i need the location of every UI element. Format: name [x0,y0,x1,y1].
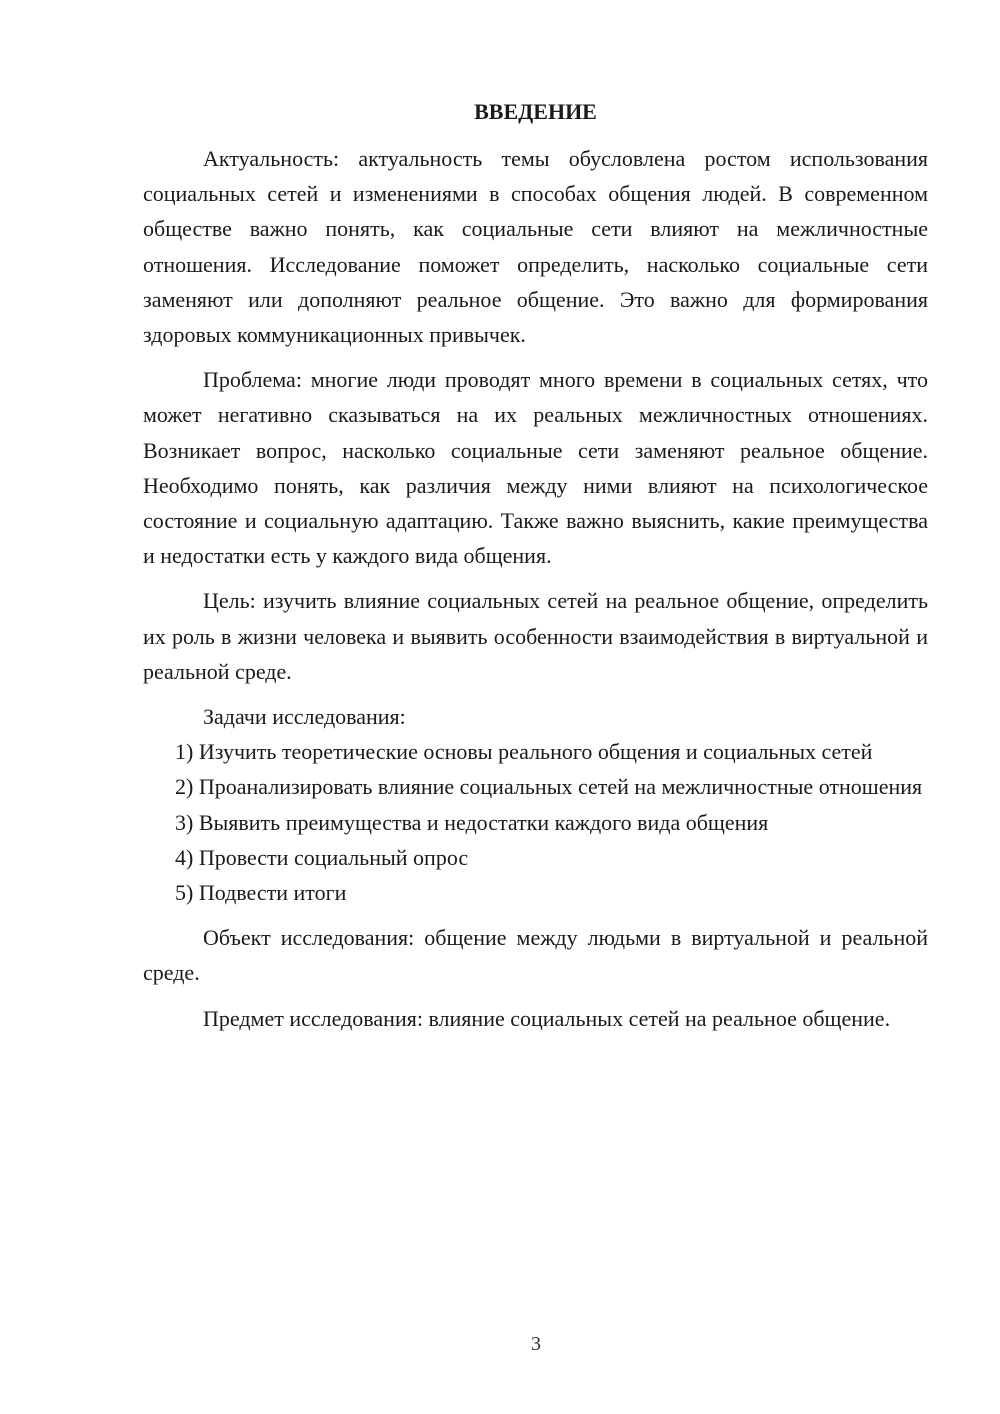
page-number: 3 [531,1333,541,1355]
tasks-heading: Задачи исследования: [203,704,406,730]
paragraph-problem: Проблема: многие люди проводят много времени в социальных сетях, что может негативно сказываться на их реальных межличностных отношениях. Возникает вопрос, насколько социальные сети заменяют реальное общение. Необходимо понять, как различия между ними влияют на психологическое состояние и социальную адаптацию. Также важно выяснить, какие преимущества и недостатки есть у каждого вида общения. [143,367,928,569]
task-item-1: 1) Изучить теоретические основы реального общения и социальных сетей [175,739,873,765]
task-item-4: 4) Провести социальный опрос [175,844,469,870]
paragraph-object: Объект исследования: общение между людьми в виртуальной и реальной среде. [143,925,928,986]
page-footer [0,1333,1000,1356]
page-content [143,94,928,1036]
task-item-3: 3) Выявить преимущества и недостатки каждого вида общения [175,809,769,835]
paragraph-relevance: Актуальность: актуальность темы обусловлена ростом использования социальных сетей и изменениями в способах общения людей. В современном обществе важно понять, как социальные сети влияют на межличностные отношения. Исследование поможет определить, насколько социальные сети заменяют или дополняют реальное общение. Это важно для формирования здоровых коммуникационных привычек. [143,146,928,348]
page-title: ВВЕДЕНИЕ [474,99,597,124]
task-item-5: 5) Подвести итоги [175,880,347,906]
paragraph-subject: Предмет исследования: влияние социальных сетей на реальное общение. [203,1005,891,1031]
task-item-2: 2) Проанализировать влияние социальных сетей на межличностные отношения [175,774,923,800]
paragraph-goal: Цель: изучить влияние социальных сетей на реальное общение, определить их роль в жизни человека и выявить особенности взаимодействия в виртуальной и реальной среде. [143,588,928,684]
